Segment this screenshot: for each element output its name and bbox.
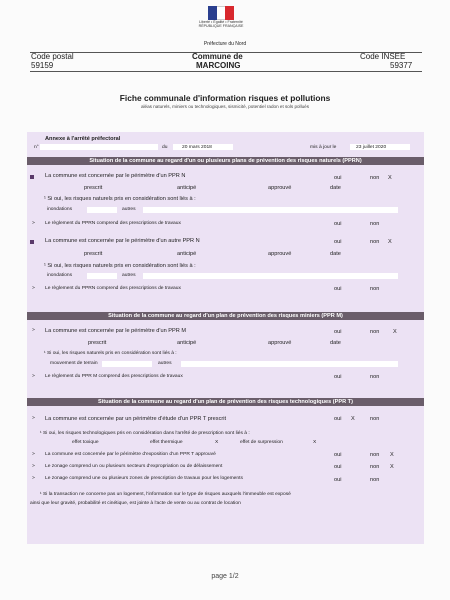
pprt-q1-answer: X [351, 416, 355, 422]
pprn2-prescrit: prescrit [84, 251, 103, 257]
pprm-question-1: La commune est concernée par le périmètre d'un PPR M [45, 328, 186, 334]
pprn-reg1-oui: oui [334, 221, 342, 227]
section-pprt-title: Situation de la commune au regard d'un plan de prévention des risques technologiques (PPR T) [27, 398, 424, 406]
chevron-right-icon: > [32, 286, 35, 291]
logo-republique: RÉPUBLIQUE FRANÇAISE [198, 24, 244, 29]
annexe-du: du [162, 145, 168, 150]
pprt-q3-non: non [370, 464, 380, 470]
pprt-question-1: La commune est concernée par un périmètre d'étude d'un PPR T prescrit [45, 416, 227, 422]
pprt-question-3: Le zonage comprend un ou plusieurs secteurs d'expropriation ou de délaissement [45, 464, 223, 469]
pprt-q2-answer: X [390, 452, 394, 458]
pprn-note-2: ¹ Si oui, les risques naturels pris en considération sont liés à : [44, 263, 196, 269]
chevron-right-icon: > [32, 452, 35, 457]
chevron-right-icon: > [32, 416, 35, 421]
inondations-field [87, 207, 117, 213]
pprt-q4-non: non [370, 477, 380, 483]
pprm-q1-answer: X [393, 329, 397, 335]
section-pprm-title: Situation de la commune au regard d'un plan de prévention des risques miniers (PPR M) [27, 312, 424, 320]
pprn2-anticipe: anticipé [177, 251, 197, 257]
annexe-label: Annexe à l'arrêté préfectoral [45, 136, 121, 142]
pprm-reglement: Le règlement du PPR M comprend des prescriptions de travaux [45, 374, 183, 379]
commune-label: Commune de [192, 52, 243, 61]
pprt-question-2: La commune est concernée par le périmètre d'exposition d'un PPR T approuvé [45, 452, 216, 457]
pprt-q1-non: non [370, 416, 380, 422]
pprm-prescrit: prescrit [88, 340, 107, 346]
page-number: page 1/2 [211, 573, 239, 580]
header-bottom-rule [30, 71, 422, 72]
pprm-autres: autres [158, 361, 172, 366]
french-flag-icon [208, 6, 234, 20]
insee-label: Code INSEE [360, 52, 406, 61]
arrete-date: 20 mars 2018 [182, 145, 212, 150]
pprm-reg-non: non [370, 374, 380, 380]
pprt-thermique-answer: X [215, 440, 219, 445]
pprn-reg2-oui: oui [334, 286, 342, 292]
pprn-anticipe: anticipé [177, 185, 197, 191]
pprn2-approuve: approuvé [268, 251, 292, 257]
document-subtitle: aléas naturels, miniers ou technologiques, sismicité, potentiel radon et sols pollués [140, 104, 310, 109]
pprn-q2-non: non [370, 239, 380, 245]
form-panel [27, 132, 424, 544]
pprt-note: ¹ Si oui, les risques technologiques pris en considération dans l'arrêté de prescription sont liés à : [40, 431, 250, 436]
pprn-prescrit: prescrit [84, 185, 103, 191]
pprt-surpression: effet de surpression [240, 440, 283, 445]
maj-date: 23 juillet 2020 [356, 145, 387, 150]
code-postal-label: Code postal [31, 52, 74, 61]
chevron-right-icon: > [32, 328, 35, 333]
pprn-q1-non: non [370, 175, 380, 181]
arrete-number-field [40, 144, 158, 150]
pprn-autres: autres [122, 207, 136, 212]
pprt-q2-oui: oui [334, 452, 342, 458]
pprn2-date: date [330, 251, 341, 257]
pprt-footnote-2: ainsi que leur gravité, probabilité et cinétique, est jointe à l'acte de vente ou au contrat de location [30, 501, 241, 506]
pprn-reglement-1: Le règlement du PPRN comprend des prescriptions de travaux [45, 221, 181, 226]
pprn-reglement-2: Le règlement du PPRN comprend des prescriptions de travaux [45, 286, 181, 291]
autres-field-2 [143, 273, 398, 279]
bullet-square-icon [30, 240, 34, 244]
prefecture-name: Préfecture du Nord [203, 41, 247, 47]
autres-field [143, 207, 398, 213]
chevron-right-icon: > [32, 464, 35, 469]
pprn-reg2-non: non [370, 286, 380, 292]
logo-motto: Liberté • Égalité • Fraternité [199, 20, 243, 24]
document-title: Fiche communale d'information risques et pollutions [119, 93, 331, 103]
pprn2-autres: autres [122, 273, 136, 278]
commune-value: MARCOING [196, 61, 241, 70]
pprm-approuve: approuvé [268, 340, 292, 346]
pprm-q1-non: non [370, 329, 380, 335]
pprn2-inondations: inondations [47, 273, 73, 278]
pprt-q2-non: non [370, 452, 380, 458]
annexe-n: n° [34, 145, 39, 150]
pprm-note: ¹ Si oui, les risques naturels pris en considération sont liés à : [44, 351, 177, 356]
marianne-logo [195, 6, 247, 29]
pprt-q3-oui: oui [334, 464, 342, 470]
mvt-field [102, 361, 152, 367]
pprt-q4-oui: oui [334, 477, 342, 483]
chevron-right-icon: > [32, 476, 35, 481]
pprm-q1-oui: oui [334, 329, 342, 335]
pprn-inondations: inondations [47, 207, 73, 212]
pprm-date: date [330, 340, 341, 346]
pprt-question-4: Le zonage comprend une ou plusieurs zones de prescription de travaux pour les logements [45, 476, 243, 481]
pprn-reg1-non: non [370, 221, 380, 227]
chevron-right-icon: > [32, 221, 35, 226]
pprn-q1-answer: X [388, 175, 392, 181]
pprt-toxique: effet toxique [72, 440, 99, 445]
pprm-reg-oui: oui [334, 374, 342, 380]
pprn-approuve: approuvé [268, 185, 292, 191]
section-pprn-title: Situation de la commune au regard d'un ou plusieurs plans de prévention des risques naturels (PPRN) [27, 157, 424, 165]
insee-value: 59377 [390, 61, 413, 70]
pprt-thermique: effet thermique [150, 440, 183, 445]
pprn-q2-answer: X [388, 239, 392, 245]
pprt-surpression-answer: X [313, 440, 317, 445]
maj-label: mis à jour le [310, 145, 337, 150]
code-postal-value: 59159 [31, 61, 54, 70]
pprn-question-2: La commune est concernée par le périmètre d'un autre PPR N [45, 238, 200, 244]
pprn-q2-oui: oui [334, 239, 342, 245]
pprm-mvt: mouvement de terrain [50, 361, 98, 366]
pprn-q1-oui: oui [334, 175, 342, 181]
pprn-question-1: La commune est concernée par le périmètre d'un PPR N [45, 173, 186, 179]
chevron-right-icon: > [32, 374, 35, 379]
pprn-note-1: ¹ Si oui, les risques naturels pris en considération sont liés à : [44, 196, 196, 202]
inondations-field-2 [87, 273, 117, 279]
bullet-square-icon [30, 175, 34, 179]
pprm-anticipe: anticipé [177, 340, 197, 346]
pprt-footnote-1: ¹ Si la transaction ne concerne pas un logement, l'information sur le type de risques auxquels l'immeuble est exposé [40, 492, 291, 497]
pprm-autres-field [181, 361, 398, 367]
pprt-q3-answer: X [390, 464, 394, 470]
pprn-date: date [330, 185, 341, 191]
pprt-q1-oui: oui [334, 416, 342, 422]
